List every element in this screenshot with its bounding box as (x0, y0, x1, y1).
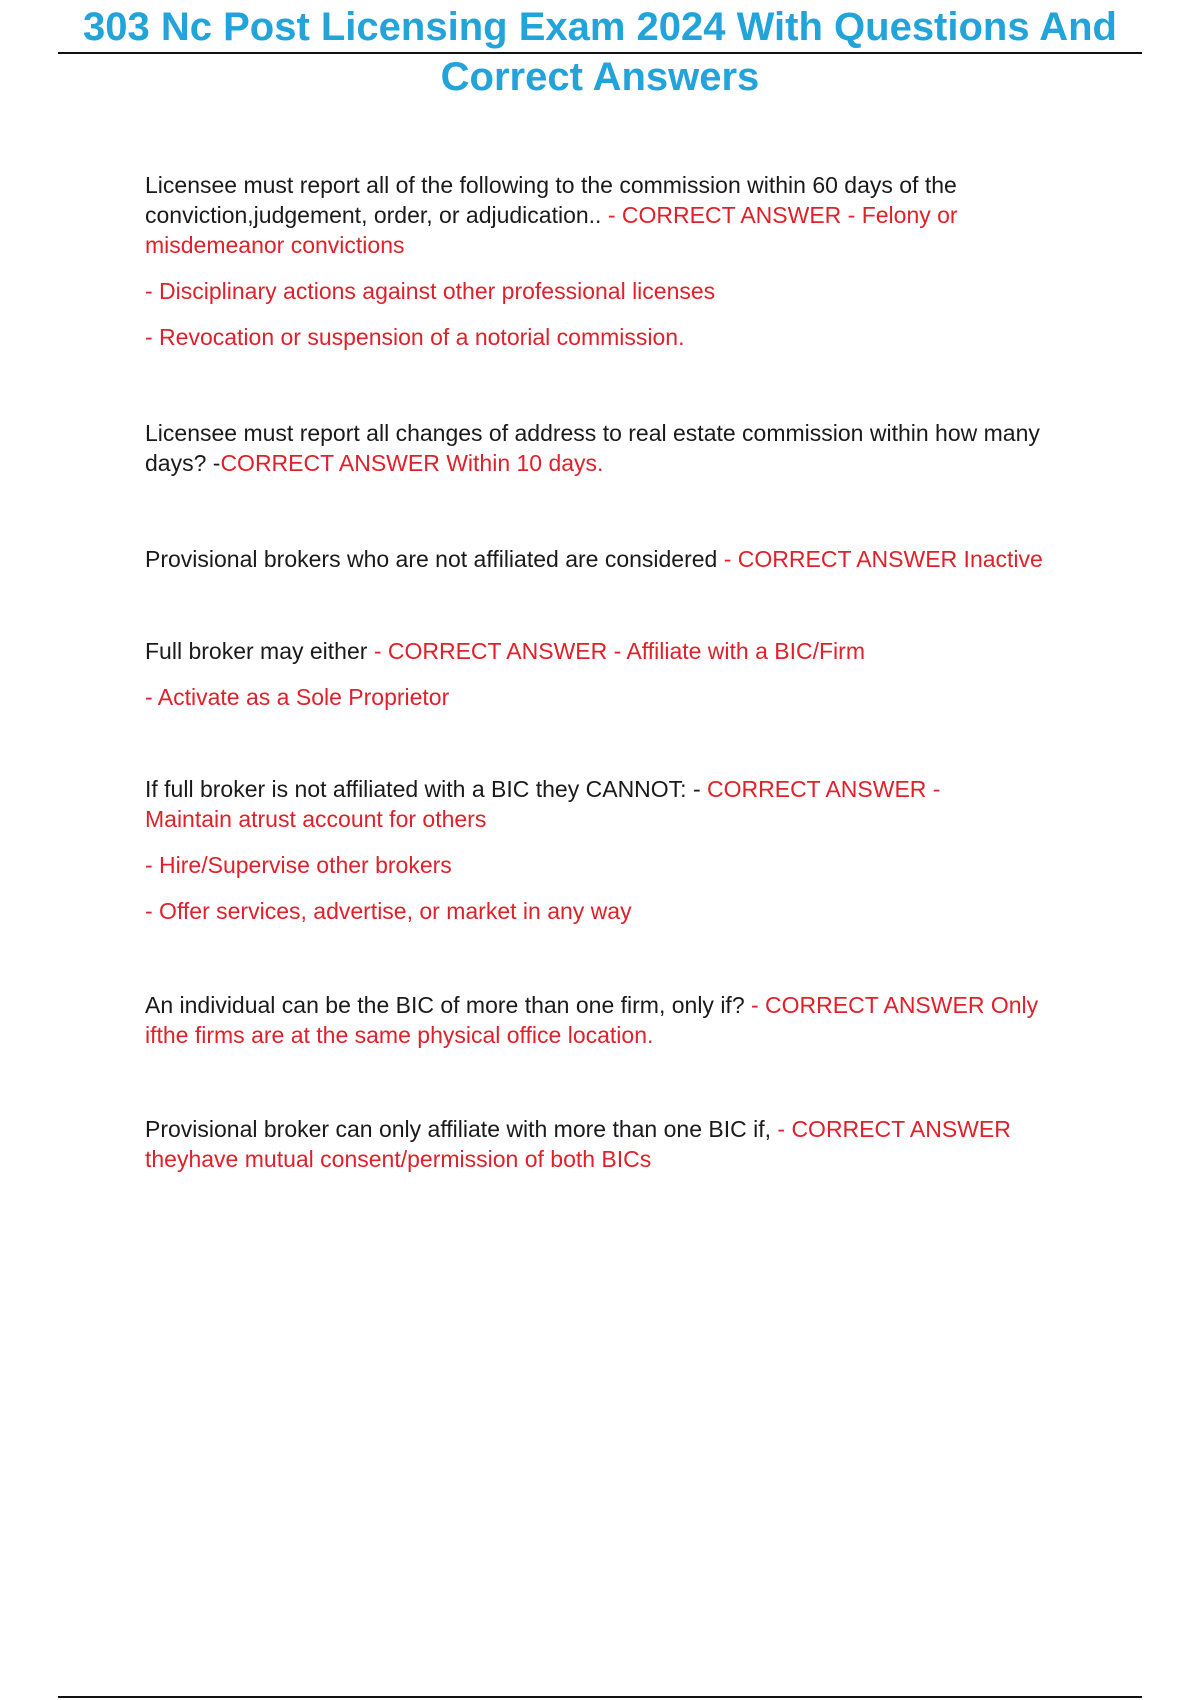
document-title (58, 4, 1142, 100)
footer-rule (58, 1696, 1142, 1698)
question-text: An individual can be the BIC of more than one firm, only if? (145, 992, 751, 1018)
qa-question-line (145, 418, 1045, 478)
qa-item (145, 1114, 1075, 1174)
title-line-1: 303 Nc Post Licensing Exam 2024 With Questions And (58, 4, 1142, 54)
answer-extra: - Offer services, advertise, or market in any way (145, 898, 632, 924)
answer-text: - CORRECT ANSWER Inactive (723, 546, 1043, 572)
question-text: Provisional broker can only affiliate with more than one BIC if, (145, 1116, 778, 1142)
question-text: Licensee must report all changes of address to real estate commission within how many days? - (145, 420, 1040, 476)
question-text: Full broker may either (145, 638, 374, 664)
qa-item (145, 774, 995, 926)
answer-text: - CORRECT ANSWER - Affiliate with a BIC/Firm (373, 638, 865, 664)
question-text: Licensee must report all of the following to the commission within 60 days of the conviction,judgement, order, or adjudication.. (145, 172, 957, 228)
answer-text: - CORRECT ANSWER Only ifthe firms are at the same physical office location. (145, 992, 1039, 1048)
qa-question-line (145, 774, 995, 834)
qa-item (145, 990, 1045, 1050)
answer-extra: - Revocation or suspension of a notorial commission. (145, 324, 685, 350)
qa-item (145, 544, 1105, 574)
question-text: If full broker is not affiliated with a BIC they CANNOT: - (145, 776, 708, 802)
question-text: Provisional brokers who are not affiliated are considered (145, 546, 724, 572)
qa-item (145, 170, 1005, 352)
title-line-2: Correct Answers (440, 55, 760, 99)
qa-item (145, 418, 1045, 478)
answer-extra: - Activate as a Sole Proprietor (145, 684, 450, 710)
qa-item (145, 636, 1105, 712)
answer-extra: - Disciplinary actions against other professional licenses (145, 278, 716, 304)
answer-text: - CORRECT ANSWER - Felony or misdemeanor convictions (145, 202, 958, 258)
answer-text: CORRECT ANSWER - Maintain atrust account for others (145, 776, 941, 832)
qa-question-line (145, 170, 1005, 260)
qa-question-line (145, 544, 1105, 574)
answer-extra: - Hire/Supervise other brokers (145, 852, 452, 878)
qa-question-line (145, 990, 1045, 1050)
answer-text: CORRECT ANSWER Within 10 days. (220, 450, 604, 476)
qa-question-line (145, 1114, 1075, 1174)
answer-text: - CORRECT ANSWER theyhave mutual consent/permission of both BICs (145, 1116, 1011, 1172)
qa-question-line (145, 636, 1105, 666)
